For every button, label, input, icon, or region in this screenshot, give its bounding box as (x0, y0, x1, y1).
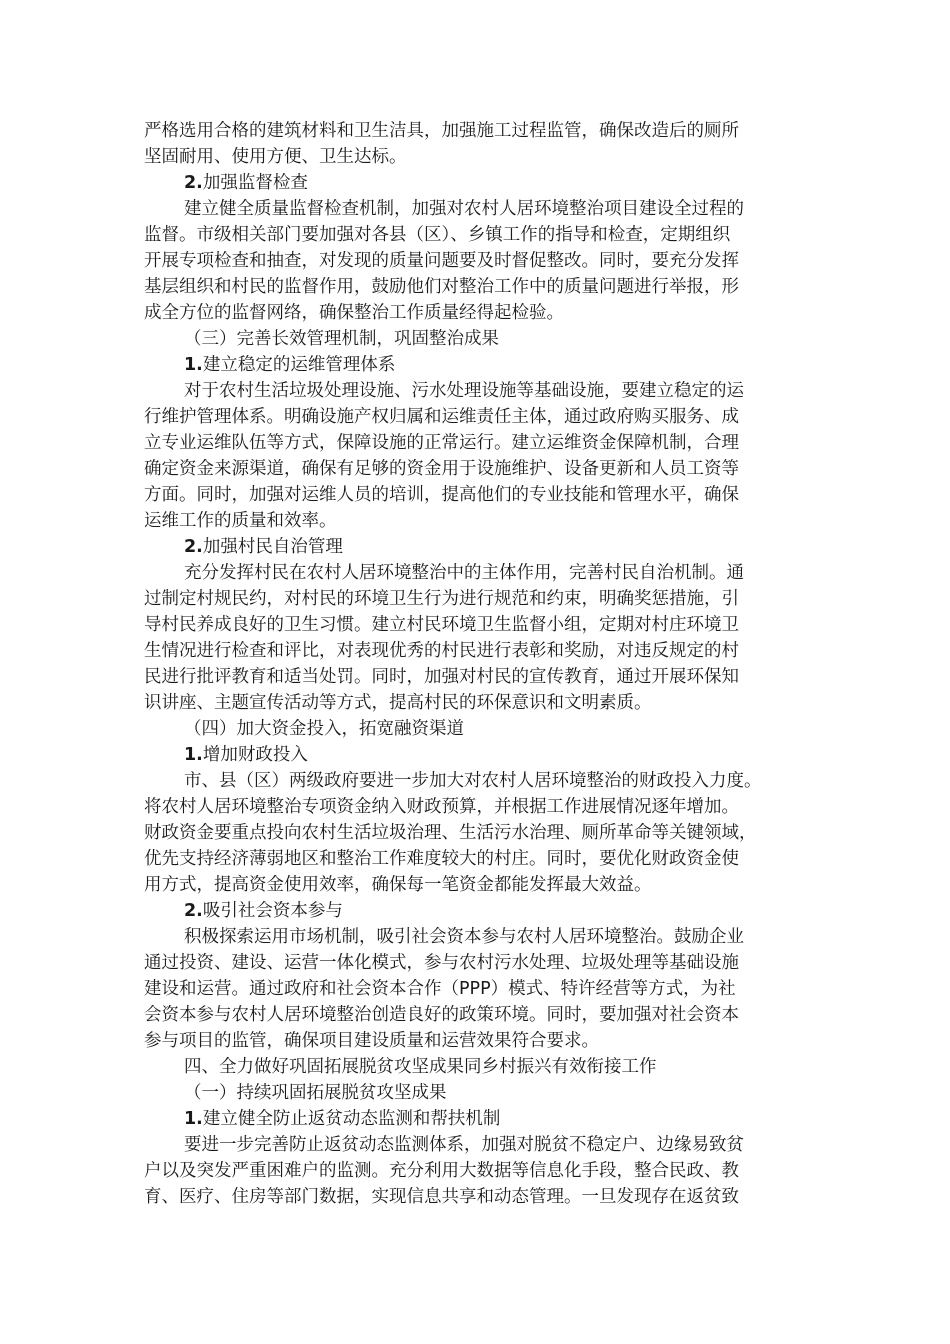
text-line (144, 586, 812, 612)
text-line (144, 1028, 812, 1054)
text-line (144, 1002, 812, 1028)
numbered-heading-line (144, 1106, 812, 1132)
text-line (144, 404, 812, 430)
line-text: 加强监督检查 (202, 173, 308, 193)
line-text: 参与项目的监管，确保项目建设质量和运营效果符合要求。 (144, 1031, 599, 1051)
heading-number: 2. (184, 173, 203, 193)
numbered-heading-line (144, 534, 812, 560)
line-text: 积极探索运用市场机制，吸引社会资本参与农村人居环境整治。鼓励企业 (184, 927, 744, 947)
text-line (144, 430, 812, 456)
text-line (144, 196, 812, 222)
text-line (144, 1054, 812, 1080)
text-line (144, 144, 812, 170)
line-text: 建立稳定的运维管理体系 (202, 355, 396, 375)
line-text: 增加财政投入 (202, 745, 308, 765)
text-line (144, 638, 812, 664)
line-text: 加强村民自治管理 (202, 537, 343, 557)
line-text: 开展专项检查和抽查，对发现的质量问题要及时督促整改。同时，要充分发挥 (144, 251, 739, 271)
text-line (144, 1158, 812, 1184)
text-line (144, 690, 812, 716)
text-line (144, 508, 812, 534)
line-text: 立专业运维队伍等方式，保障设施的正常运行。建立运维资金保障机制，合理 (144, 433, 739, 453)
line-text: 会资本参与农村人居环境整治创造良好的政策环境。同时，要加强对社会资本 (144, 1005, 739, 1025)
text-line (144, 326, 812, 352)
line-text: 严格选用合格的建筑材料和卫生洁具，加强施工过程监管，确保改造后的厕所 (144, 121, 739, 141)
text-line (144, 716, 812, 742)
line-text: 建设和运营。通过政府和社会资本合作（PPP）模式、特许经营等方式，为社 (144, 979, 736, 999)
document-body (144, 118, 812, 1210)
text-line (144, 560, 812, 586)
line-text: 建立健全防止返贫动态监测和帮扶机制 (202, 1109, 501, 1129)
line-text: 充分发挥村民在农村人居环境整治中的主体作用，完善村民自治机制。通 (184, 563, 744, 583)
line-text: 生情况进行检查和评比，对表现优秀的村民进行表彰和奖励，对违反规定的村 (144, 641, 739, 661)
text-line (144, 378, 812, 404)
text-line (144, 820, 812, 846)
line-text: 成全方位的监督网络，确保整治工作质量经得起检验。 (144, 303, 564, 323)
text-line (144, 248, 812, 274)
heading-number: 2. (184, 901, 203, 921)
line-text: （一）持续巩固拓展脱贫攻坚成果 (184, 1083, 447, 1103)
heading-number: 1. (184, 1109, 203, 1129)
text-line (144, 1080, 812, 1106)
line-text: 运维工作的质量和效率。 (144, 511, 337, 531)
line-text: 确定资金来源渠道，确保有足够的资金用于设施维护、设备更新和人员工资等 (144, 459, 739, 479)
line-text: 行维护管理体系。明确设施产权归属和运维责任主体，通过政府购买服务、成 (144, 407, 739, 427)
line-text: 用方式，提高资金使用效率，确保每一笔资金都能发挥最大效益。 (144, 875, 652, 895)
text-line (144, 222, 812, 248)
text-line (144, 1132, 812, 1158)
line-text: 通过投资、建设、运营一体化模式，参与农村污水处理、垃圾处理等基础设施 (144, 953, 739, 973)
line-text: 户以及突发严重困难户的监测。充分利用大数据等信息化手段，整合民政、教 (144, 1161, 739, 1181)
line-text: 将农村人居环境整治专项资金纳入财政预算，并根据工作进展情况逐年增加。 (144, 797, 739, 817)
numbered-heading-line (144, 170, 812, 196)
line-text: 监督。市级相关部门要加强对各县（区）、乡镇工作的指导和检查，定期组织 (144, 225, 731, 245)
numbered-heading-line (144, 352, 812, 378)
heading-number: 1. (184, 745, 203, 765)
text-line (144, 794, 812, 820)
heading-number: 1. (184, 355, 203, 375)
text-line (144, 612, 812, 638)
text-line (144, 1184, 812, 1210)
line-text: 导村民养成良好的卫生习惯。建立村民环境卫生监督小组，定期对村庄环境卫 (144, 615, 739, 635)
line-text: 四、全力做好巩固拓展脱贫攻坚成果同乡村振兴有效衔接工作 (184, 1057, 657, 1077)
text-line (144, 950, 812, 976)
line-text: 方面。同时，加强对运维人员的培训，提高他们的专业技能和管理水平，确保 (144, 485, 739, 505)
heading-number: 2. (184, 537, 203, 557)
line-text: 市、县（区）两级政府要进一步加大对农村人居环境整治的财政投入力度。 (184, 771, 762, 791)
text-line (144, 482, 812, 508)
line-text: 识讲座、主题宣传活动等方式，提高村民的环保意识和文明素质。 (144, 693, 652, 713)
text-line (144, 976, 812, 1002)
line-text: 建立健全质量监督检查机制，加强对农村人居环境整治项目建设全过程的 (184, 199, 744, 219)
text-line (144, 924, 812, 950)
numbered-heading-line (144, 742, 812, 768)
line-text: 过制定村规民约，对村民的环境卫生行为进行规范和约束，明确奖惩措施，引 (144, 589, 739, 609)
text-line (144, 456, 812, 482)
line-text: 优先支持经济薄弱地区和整治工作难度较大的村庄。同时，要优化财政资金使 (144, 849, 739, 869)
line-text: 育、医疗、住房等部门数据，实现信息共享和动态管理。一旦发现存在返贫致 (144, 1187, 739, 1207)
line-text: 吸引社会资本参与 (202, 901, 343, 921)
line-text: 对于农村生活垃圾处理设施、污水处理设施等基础设施，要建立稳定的运 (184, 381, 744, 401)
text-line (144, 846, 812, 872)
line-text: 财政资金要重点投向农村生活垃圾治理、生活污水治理、厕所革命等关键领域， (144, 823, 757, 843)
line-text: （四）加大资金投入，拓宽融资渠道 (184, 719, 464, 739)
text-line (144, 274, 812, 300)
line-text: （三）完善长效管理机制，巩固整治成果 (184, 329, 499, 349)
text-line (144, 872, 812, 898)
line-text: 基层组织和村民的监督作用，鼓励他们对整治工作中的质量问题进行举报，形 (144, 277, 739, 297)
text-line (144, 118, 812, 144)
line-text: 要进一步完善防止返贫动态监测体系，加强对脱贫不稳定户、边缘易致贫 (184, 1135, 744, 1155)
numbered-heading-line (144, 898, 812, 924)
text-line (144, 768, 812, 794)
text-line (144, 664, 812, 690)
text-line (144, 300, 812, 326)
line-text: 民进行批评教育和适当处罚。同时，加强对村民的宣传教育，通过开展环保知 (144, 667, 739, 687)
line-text: 坚固耐用、使用方便、卫生达标。 (144, 147, 407, 167)
